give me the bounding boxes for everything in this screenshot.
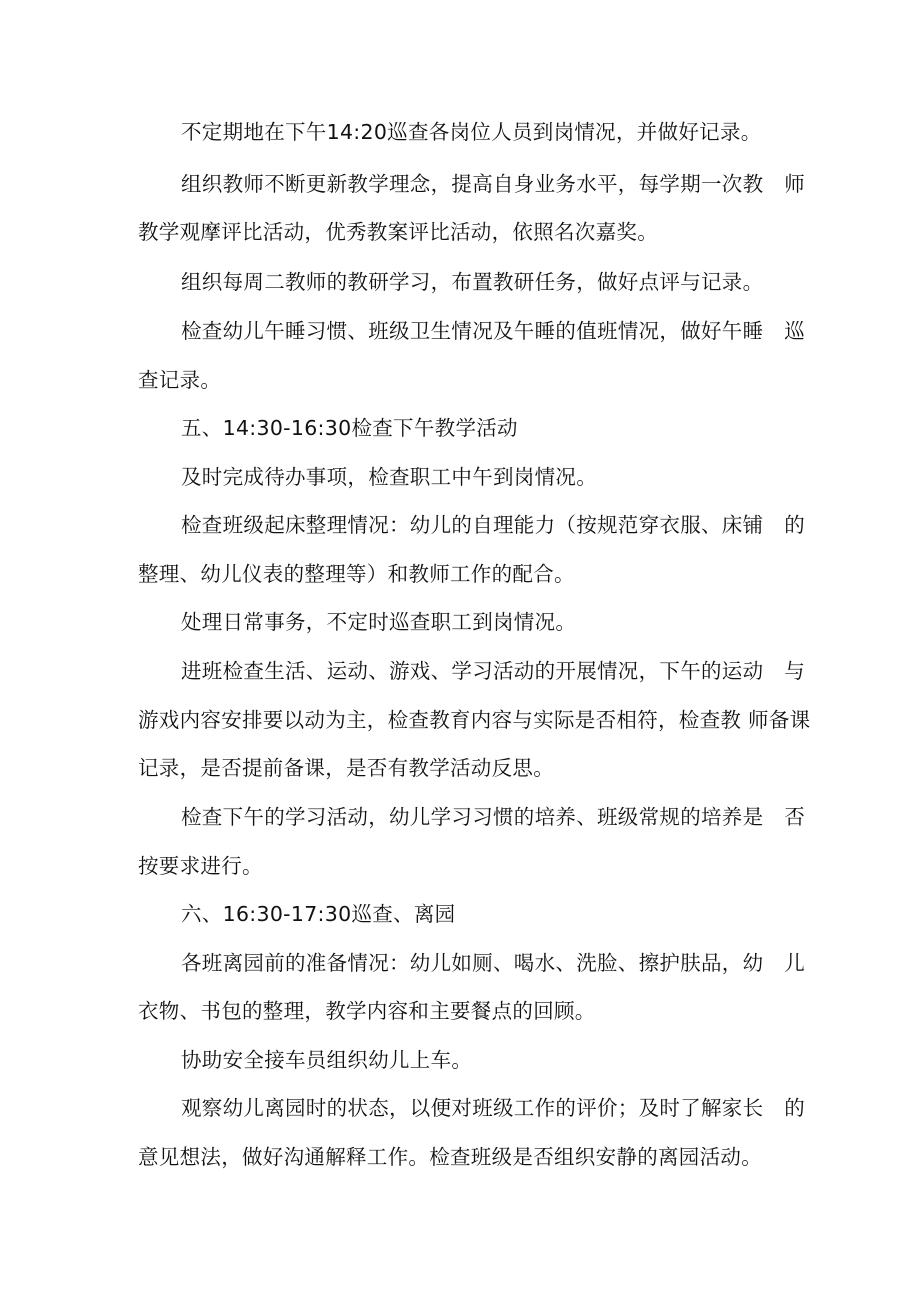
text-line: 及时完成待办事项，检查职工中午到岗情况。	[181, 465, 597, 489]
text-line: 处理日常事务，不定时巡查职工到岗情况。	[181, 610, 577, 634]
text-line: 查记录。	[138, 368, 222, 392]
text-line: 组织每周二教师的教研学习，布置教研任务，做好点评与记录。	[181, 270, 764, 294]
text-line: 衣物、书包的整理，教学内容和主要餐点的回顾。	[138, 999, 596, 1023]
text-line: 进班检查生活、运动、游戏、学习活动的开展情况，下午的运动 与	[181, 659, 805, 683]
text-line: 检查幼儿午睡习惯、班级卫生情况及午睡的值班情况，做好午睡 巡	[181, 319, 805, 343]
text-line: 检查班级起床整理情况：幼儿的自理能力（按规范穿衣服、床铺 的	[181, 513, 805, 537]
text-line: 意见想法，做好沟通解释工作。检查班级是否组织安静的离园活动。	[138, 1145, 762, 1169]
section-heading: 六、16:30-17:30巡查、离园	[181, 902, 456, 926]
text-line: 各班离园前的准备情况：幼儿如厕、喝水、洗脸、擦护肤品，幼 儿	[181, 951, 805, 975]
text-line: 教学观摩评比活动，优秀教案评比活动，依照名次嘉奖。	[138, 220, 658, 244]
section-heading: 五、14:30-16:30检查下午教学活动	[181, 416, 518, 440]
text-line: 协助安全接车员组织幼儿上车。	[181, 1048, 473, 1072]
text-line: 观察幼儿离园时的状态，以便对班级工作的评价；及时了解家长 的	[181, 1096, 805, 1120]
text-line: 按要求进行。	[138, 854, 263, 878]
text-line: 游戏内容安排要以动为主，检查教育内容与实际是否相符，检查教 师备课	[138, 708, 811, 732]
text-line: 整理、幼儿仪表的整理等）和教师工作的配合。	[138, 562, 575, 586]
text-line: 记录，是否提前备课，是否有教学活动反思。	[138, 756, 554, 780]
text-line: 组织教师不断更新教学理念，提高自身业务水平，每学期一次教 师	[181, 172, 805, 196]
text-line: 不定期地在下午14:20巡查各岗位人员到岗情况，并做好记录。	[181, 120, 762, 144]
text-line: 检查下午的学习活动，幼儿学习习惯的培养、班级常规的培养是 否	[181, 805, 805, 829]
